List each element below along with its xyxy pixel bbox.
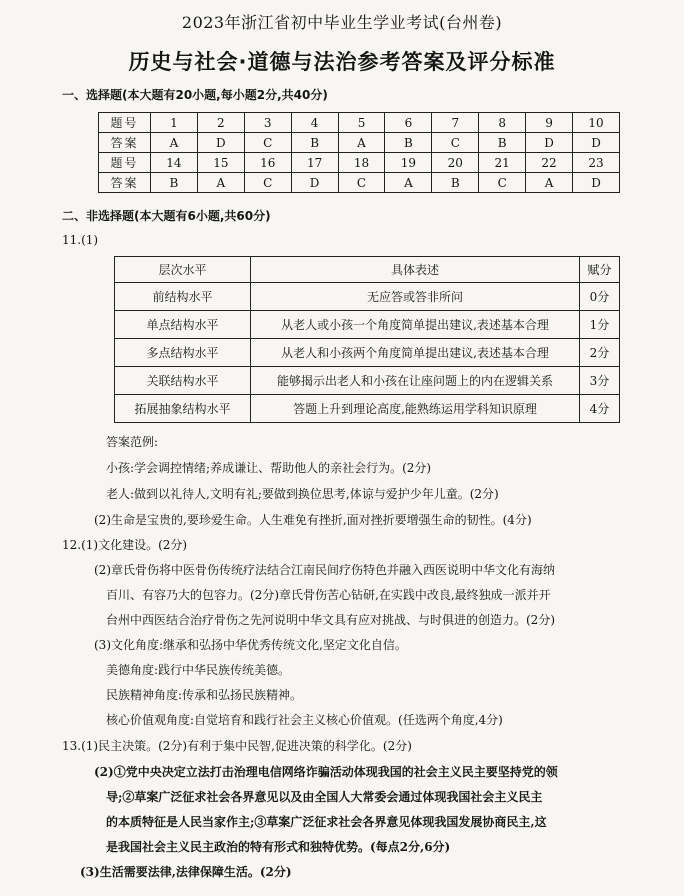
table-cell: 9 (526, 113, 573, 133)
table-cell: 2 (197, 113, 244, 133)
table-cell: 10 (573, 113, 620, 133)
q13-part1: 13.(1)民主决策。(2分)有利于集中民智,促进决策的科学化。(2分) (62, 739, 412, 753)
answer-example-label: 答案范例: (106, 435, 159, 449)
table-cell: 16 (244, 153, 291, 173)
table-cell: C (244, 173, 291, 193)
table-cell: 23 (573, 153, 620, 173)
q12-part2-line: 百川、有容乃大的包容力。(2分)章氏骨伤苦心钻研,在实践中改良,最终独成一派并开 (106, 588, 551, 602)
description-cell: 无应答或答非所问 (251, 283, 580, 311)
table-cell: 5 (338, 113, 385, 133)
table-cell: 6 (385, 113, 432, 133)
choice-answer-table (98, 112, 620, 193)
level-cell: 前结构水平 (115, 283, 251, 311)
table-cell: A (526, 173, 573, 193)
score-cell: 3分 (580, 367, 620, 395)
q12-part1: 12.(1)文化建设。(2分) (62, 538, 188, 552)
table-cell: 15 (197, 153, 244, 173)
table-cell: B (385, 133, 432, 153)
q13-part2-line: (2)①党中央决定立法打击治理电信网络诈骗活动体现我国的社会主义民主要坚持党的领 (94, 765, 558, 779)
table-cell: B (479, 133, 526, 153)
row-label-cell: 题号 (99, 153, 151, 173)
table-cell: A (197, 173, 244, 193)
table-row (99, 113, 620, 133)
table-row (99, 173, 620, 193)
level-scoring-table (114, 256, 620, 423)
description-cell: 答题上升到理论高度,能熟练运用学科知识原理 (251, 395, 580, 423)
description-cell: 从老人和小孩两个角度简单提出建议,表述基本合理 (251, 339, 580, 367)
table-cell: 1 (151, 113, 198, 133)
q12-part3-line: 核心价值观角度:自觉培育和践行社会主义核心价值观。(任选两个角度,4分) (106, 713, 503, 727)
score-cell: 4分 (580, 395, 620, 423)
table-cell: 14 (151, 153, 198, 173)
table-row (99, 133, 620, 153)
section2-heading: 二、非选择题(本大题有6小题,共60分) (62, 209, 271, 223)
table-header-row (115, 257, 620, 283)
level-cell: 拓展抽象结构水平 (115, 395, 251, 423)
table-cell: D (197, 133, 244, 153)
description-cell: 能够揭示出老人和小孩在让座问题上的内在逻辑关系 (251, 367, 580, 395)
score-cell: 0分 (580, 283, 620, 311)
table-cell: B (151, 173, 198, 193)
header-cell: 具体表述 (251, 257, 580, 283)
q13-part2-line: 导;②草案广泛征求社会各界意见以及由全国人大常委会通过体现我国社会主义民主 (106, 790, 543, 804)
table-cell: 21 (479, 153, 526, 173)
table-cell: A (385, 173, 432, 193)
table-cell: 4 (291, 113, 338, 133)
q13-part2-line: 的本质特征是人民当家作主;③草案广泛征求社会各界意见体现我国发展协商民主,这 (106, 815, 547, 829)
table-cell: 18 (338, 153, 385, 173)
table-cell: C (338, 173, 385, 193)
q11-label: 11.(1) (62, 233, 99, 247)
table-cell: D (526, 133, 573, 153)
q11-part2: (2)生命是宝贵的,要珍爱生命。人生难免有挫折,面对挫折要增强生命的韧性。(4分) (94, 513, 532, 527)
q12-part2-line: 台州中西医结合治疗骨伤之先河说明中华文具有应对挑战、与时俱进的创造力。(2分) (106, 613, 556, 627)
q12-part3-line: 美德角度:践行中华民族传统美德。 (106, 663, 291, 677)
row-label-cell: 答案 (99, 133, 151, 153)
table-cell: C (432, 133, 479, 153)
table-cell: 7 (432, 113, 479, 133)
row-label-cell: 题号 (99, 113, 151, 133)
section1-heading: 一、选择题(本大题有20小题,每小题2分,共40分) (62, 88, 328, 102)
table-cell: 3 (244, 113, 291, 133)
score-cell: 1分 (580, 311, 620, 339)
table-cell: 19 (385, 153, 432, 173)
table-cell: 17 (291, 153, 338, 173)
table-cell: D (573, 173, 620, 193)
table-cell: C (244, 133, 291, 153)
table-row (115, 283, 620, 311)
table-cell: C (479, 173, 526, 193)
table-row (115, 395, 620, 423)
description-cell: 从老人或小孩一个角度简单提出建议,表述基本合理 (251, 311, 580, 339)
q12-part3-line: (3)文化角度:继承和弘扬中华优秀传统文化,坚定文化自信。 (94, 638, 407, 652)
table-cell: A (338, 133, 385, 153)
exam-title: 2023年浙江省初中毕业生学业考试(台州卷) (181, 13, 503, 32)
table-cell: A (151, 133, 198, 153)
table-row (115, 339, 620, 367)
table-row (115, 367, 620, 395)
table-row (115, 311, 620, 339)
table-cell: B (291, 133, 338, 153)
table-cell: D (573, 133, 620, 153)
header-cell: 层次水平 (115, 257, 251, 283)
table-cell: 20 (432, 153, 479, 173)
level-cell: 单点结构水平 (115, 311, 251, 339)
main-title: 历史与社会·道德与法治参考答案及评分标准 (128, 50, 556, 74)
table-cell: B (432, 173, 479, 193)
row-label-cell: 答案 (99, 173, 151, 193)
table-cell: D (291, 173, 338, 193)
score-cell: 2分 (580, 339, 620, 367)
q12-part3-line: 民族精神角度:传承和弘扬民族精神。 (106, 688, 303, 702)
child-answer: 小孩:学会调控情绪;养成谦让、帮助他人的亲社会行为。(2分) (106, 461, 432, 475)
level-cell: 关联结构水平 (115, 367, 251, 395)
elder-answer: 老人:做到以礼待人,文明有礼;要做到换位思考,体谅与爱护少年儿童。(2分) (106, 487, 499, 501)
q12-part2-line: (2)章氏骨伤将中医骨伤传统疗法结合江南民间疗伤特色并融入西医说明中华文化有海纳 (94, 563, 556, 577)
table-row (99, 153, 620, 173)
q13-part3: (3)生活需要法律,法律保障生活。(2分) (80, 865, 292, 879)
table-cell: 8 (479, 113, 526, 133)
level-cell: 多点结构水平 (115, 339, 251, 367)
table-cell: 22 (526, 153, 573, 173)
header-cell: 赋分 (580, 257, 620, 283)
q13-part2-line: 是我国社会主义民主政治的特有形式和独特优势。(每点2分,6分) (106, 840, 451, 854)
